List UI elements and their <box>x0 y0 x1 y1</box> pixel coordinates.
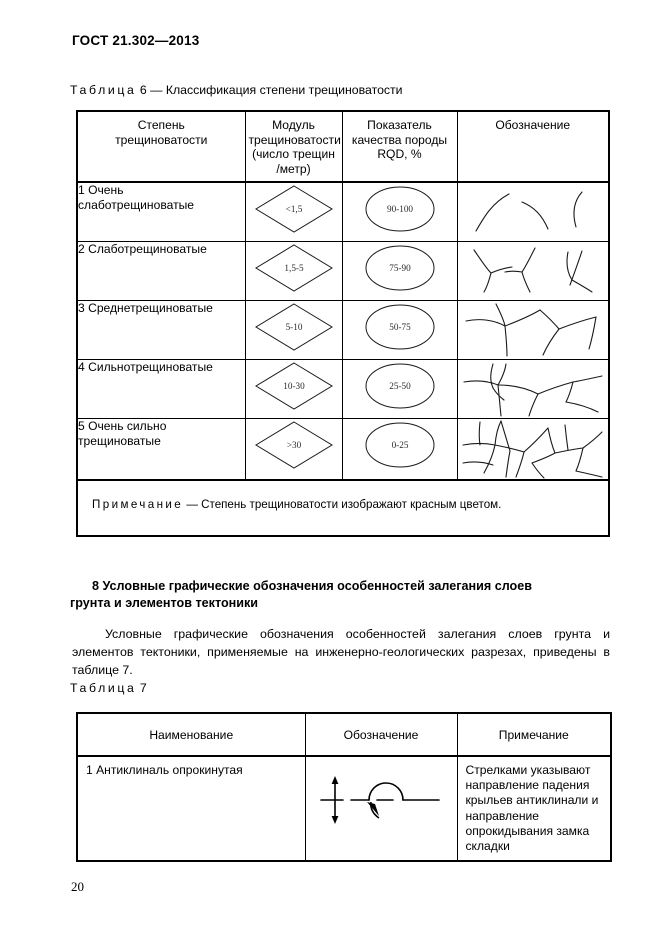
header-rqd-line2: качества породы <box>351 132 448 147</box>
row3-module-value: 5-10 <box>285 322 302 332</box>
table7-header-note: Примечание <box>457 713 611 756</box>
table-row <box>77 301 609 360</box>
table6-header-rqd <box>342 111 457 182</box>
standard-header: ГОСТ 21.302—2013 <box>72 33 200 48</box>
table6-caption-label: Таблица <box>70 83 137 97</box>
row2-module-cell <box>245 242 342 301</box>
section-8-heading <box>70 578 610 612</box>
row4-symbol-cell <box>457 360 609 419</box>
header-module-line1: Модуль <box>272 118 315 132</box>
arrow-head-down-icon <box>332 816 339 824</box>
row5-module-value: >30 <box>286 440 301 450</box>
diamond-shape-icon <box>253 419 335 471</box>
row5-module-cell <box>245 419 342 481</box>
table-row <box>77 419 609 481</box>
row4-name <box>77 360 245 419</box>
row2-symbol-cell <box>457 242 609 301</box>
table-6-fracturing-classification <box>76 110 610 537</box>
note-text: — Степень трещиноватости изображают красным цветом. <box>186 498 502 511</box>
table7-header-symbol: Обозначение <box>305 713 457 756</box>
table-row <box>77 182 609 242</box>
section-8-paragraph: Условные графические обозначения особенностей залегания слоев грунта и элементов тектоники, применяемые на инженерно-геологических разрезах, приведены в таблице 7. <box>72 627 610 677</box>
ellipse-shape-icon <box>359 301 441 353</box>
row5-rqd-cell <box>342 419 457 481</box>
table7-caption <box>70 681 147 695</box>
table-7-tectonic-symbols <box>76 712 612 862</box>
table7-row1-symbol-cell <box>305 756 457 861</box>
ellipse-shape-icon <box>359 242 441 294</box>
header-module-line3: (число трещин <box>252 147 335 161</box>
crack-pattern-very-low-icon <box>460 183 606 237</box>
row2-name <box>77 242 245 301</box>
section-8-heading-line2: грунта и элементов тектоники <box>70 596 259 610</box>
table7-caption-label: Таблица <box>70 681 137 695</box>
table7-row1-name: 1 Антиклиналь опрокинутая <box>77 756 305 861</box>
table6-header-degree <box>77 111 245 182</box>
crack-pattern-high-icon <box>460 360 606 418</box>
row4-name-line1: 4 Сильнотрещиноватые <box>78 360 213 374</box>
table6-note-row <box>77 480 609 536</box>
row1-name <box>77 182 245 242</box>
note-line5: опрокидывания замка <box>465 823 590 838</box>
note-line1: Стрелками указывают <box>465 763 591 777</box>
row2-module-value: 1,5-5 <box>283 263 304 273</box>
row1-module-cell <box>245 182 342 242</box>
row1-symbol-cell <box>457 182 609 242</box>
overturned-anticline-symbol <box>313 769 449 827</box>
ellipse-shape-icon <box>359 183 441 235</box>
table7-caption-number: 7 <box>139 681 147 695</box>
row1-rqd-cell <box>342 182 457 242</box>
table7-row1-note <box>457 756 611 861</box>
table7-header-name: Наименование <box>77 713 305 756</box>
table-row <box>77 756 611 861</box>
row3-name-line1: 3 Среднетрещиноватые <box>78 301 213 315</box>
row2-rqd-cell <box>342 242 457 301</box>
arrow-head-up-icon <box>332 776 339 784</box>
table-row <box>77 242 609 301</box>
note-line2: направление падения <box>465 778 590 793</box>
row3-module-cell <box>245 301 342 360</box>
table6-caption-number: 6 <box>139 83 147 97</box>
crack-pattern-medium-icon <box>460 301 606 359</box>
ellipse-shape-icon <box>359 419 441 471</box>
row4-module-value: 10-30 <box>282 381 305 391</box>
table6-header-symbol <box>457 111 609 182</box>
page-number: 20 <box>71 879 84 894</box>
crack-pattern-low-icon <box>460 242 606 296</box>
header-degree-line1: Степень <box>137 118 185 132</box>
note-line6: складки <box>465 839 510 854</box>
crack-pattern-very-high-icon <box>460 419 606 479</box>
row3-name <box>77 301 245 360</box>
arrow-head-hook-icon <box>367 802 379 816</box>
row4-rqd-value: 25-50 <box>388 381 411 391</box>
row2-name-line1: 2 Слаботрещиноватые <box>78 242 207 256</box>
diamond-shape-icon <box>253 242 335 294</box>
table-row <box>77 360 609 419</box>
header-module-line4: /метр) <box>276 161 311 176</box>
row5-rqd-value: 0-25 <box>391 440 408 450</box>
row2-rqd-value: 75-90 <box>388 263 411 273</box>
note-label: Примечание <box>92 498 184 511</box>
header-degree-line2: трещиноватости <box>115 132 208 147</box>
section-8-number: 8 <box>92 579 100 593</box>
diamond-shape-icon <box>253 183 335 235</box>
row1-rqd-value: 90-100 <box>386 204 413 214</box>
table6-caption-text: — Классификация степени трещиноватости <box>150 83 403 97</box>
header-rqd-line3: RQD, % <box>377 147 422 161</box>
diamond-shape-icon <box>253 301 335 353</box>
row1-name-line1: 1 Очень <box>78 183 124 197</box>
note-line4: направление <box>465 808 539 823</box>
header-rqd-line1: Показатель <box>367 118 432 132</box>
table6-note-cell <box>77 480 609 536</box>
row3-rqd-cell <box>342 301 457 360</box>
row4-rqd-cell <box>342 360 457 419</box>
row5-name-line1: 5 Очень сильно <box>78 419 167 433</box>
table7-header-row <box>77 713 611 756</box>
row3-symbol-cell <box>457 301 609 360</box>
row4-module-cell <box>245 360 342 419</box>
row5-symbol-cell <box>457 419 609 481</box>
row1-name-line2: слаботрещиноватые <box>78 197 195 212</box>
note-line3: крыльев антиклинали и <box>465 793 599 808</box>
table6-header-module <box>245 111 342 182</box>
table6-header-row <box>77 111 609 182</box>
row1-module-value: <1,5 <box>285 204 302 214</box>
row3-rqd-value: 50-75 <box>388 322 411 332</box>
table6-caption <box>70 83 403 97</box>
header-module-line2: трещиноватости <box>248 132 341 147</box>
row5-name <box>77 419 245 481</box>
section-8-heading-line1: Условные графические обозначения особенностей залегания слоев <box>102 579 532 593</box>
header-symbol-label: Обозначение <box>495 118 571 132</box>
row5-name-line2: трещиноватые <box>78 433 161 448</box>
diamond-shape-icon <box>253 360 335 412</box>
ellipse-shape-icon <box>359 360 441 412</box>
